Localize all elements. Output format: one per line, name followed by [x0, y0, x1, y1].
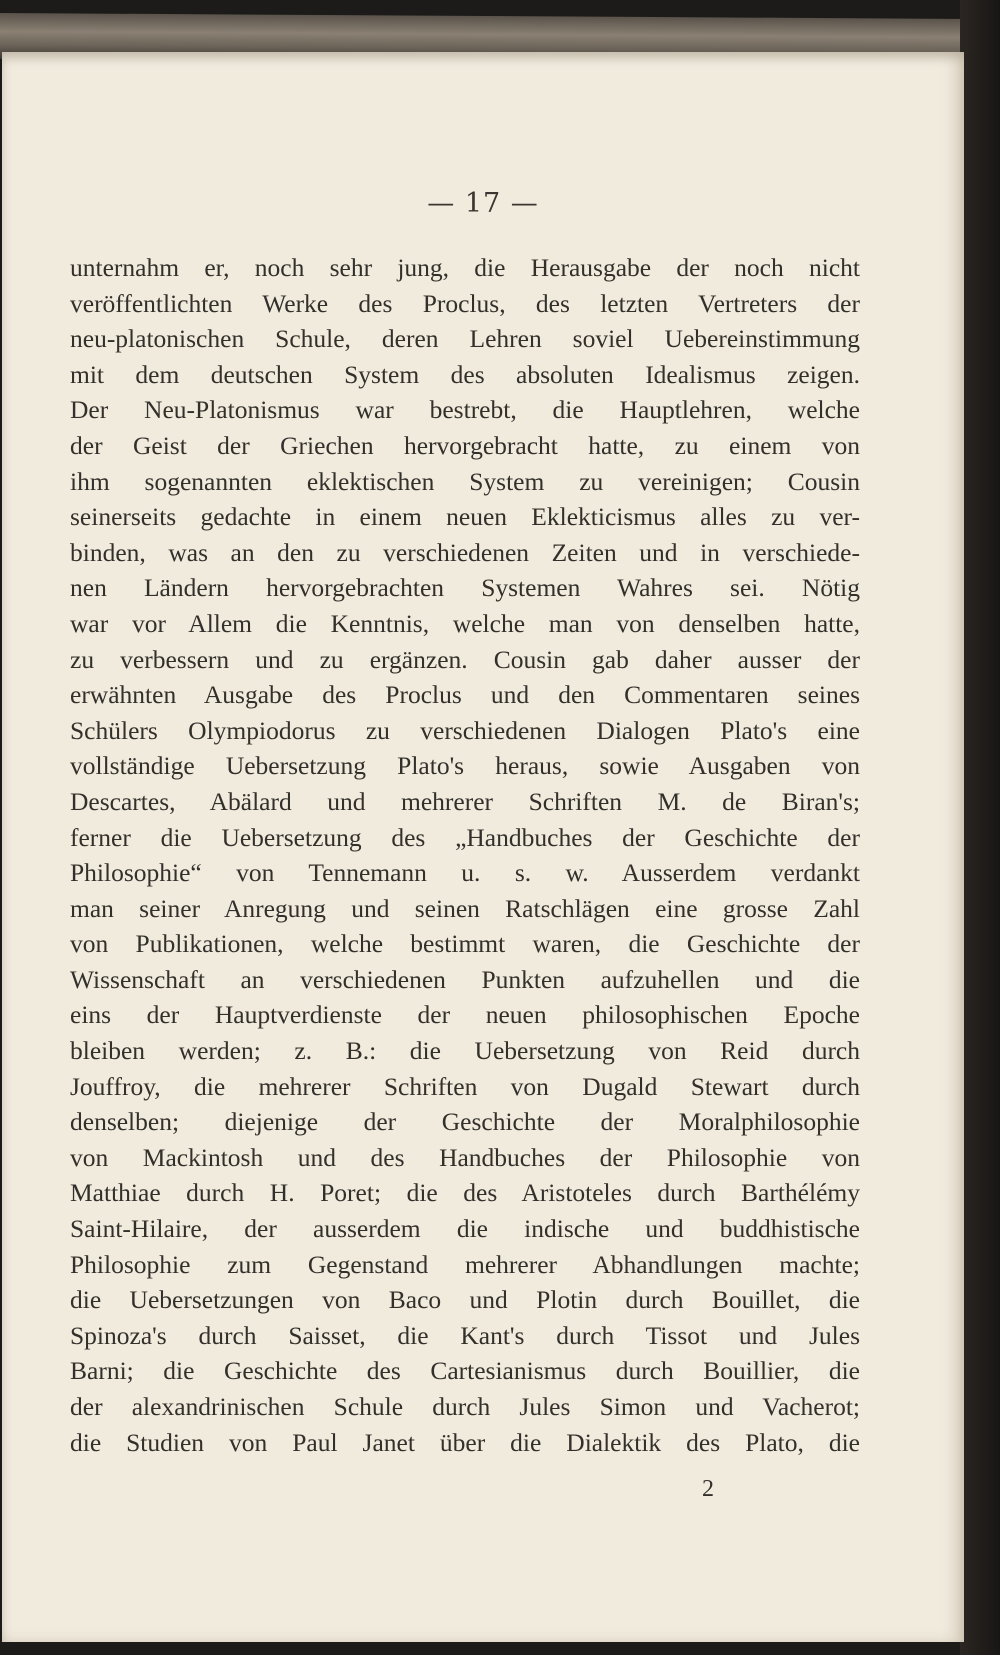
text-line: binden, was an den zu verschiedenen Zeiten und in verschiede- [70, 537, 860, 567]
text-line: denselben; diejenige der Geschichte der Moralphilosophie [70, 1107, 860, 1137]
text-line: Matthiae durch H. Poret; die des Aristoteles durch Barthélémy [70, 1178, 860, 1208]
text-line: eins der Hauptverdienste der neuen philosophischen Epoche [70, 1000, 860, 1030]
body-text [70, 250, 860, 1460]
text-line: man seiner Anregung und seinen Ratschlägen eine grosse Zahl [70, 893, 860, 923]
text-line: Saint-Hilaire, der ausserdem die indische und buddhistische [70, 1214, 860, 1244]
text-line: Spinoza's durch Saisset, die Kant's durch Tissot und Jules [70, 1320, 860, 1350]
text-line: zu verbessern und zu ergänzen. Cousin gab daher ausser der [70, 644, 860, 674]
text-line: vollständige Uebersetzung Plato's heraus, sowie Ausgaben von [70, 751, 860, 781]
text-line: ferner die Uebersetzung des „Handbuches der Geschichte der [70, 822, 860, 852]
text-line: Wissenschaft an verschiedenen Punkten aufzuhellen und die [70, 964, 860, 994]
text-line: Jouffroy, die mehrerer Schriften von Dugald Stewart durch [70, 1071, 860, 1101]
book-spine-shadow [960, 0, 1000, 1655]
text-line: war vor Allem die Kenntnis, welche man von denselben hatte, [70, 608, 860, 638]
signature-mark: 2 [702, 1476, 714, 1502]
text-line: veröffentlichten Werke des Proclus, des letzten Vertreters der [70, 288, 860, 318]
text-line: von Publikationen, welche bestimmt waren, die Geschichte der [70, 929, 860, 959]
text-line: die Uebersetzungen von Baco und Plotin durch Bouillet, die [70, 1285, 860, 1315]
text-line: ihm sogenannten eklektischen System zu vereinigen; Cousin [70, 466, 860, 496]
text-line: Barni; die Geschichte des Cartesianismus durch Bouillier, die [70, 1356, 860, 1386]
text-line: Schülers Olympiodorus zu verschiedenen Dialogen Plato's eine [70, 715, 860, 745]
text-line: Descartes, Abälard und mehrerer Schriften M. de Biran's; [70, 786, 860, 816]
text-line: Philosophie“ von Tennemann u. s. w. Ausserdem verdankt [70, 858, 860, 888]
book-page [2, 52, 964, 1642]
text-line: mit dem deutschen System des absoluten Idealismus zeigen. [70, 359, 860, 389]
text-line: die Studien von Paul Janet über die Dialektik des Plato, die [70, 1427, 860, 1457]
text-line: Philosophie zum Gegenstand mehrerer Abhandlungen machte; [70, 1249, 860, 1279]
text-line: erwähnten Ausgabe des Proclus und den Commentaren seines [70, 680, 860, 710]
page-number: — 17 — [427, 188, 539, 219]
text-line: bleiben werden; z. B.: die Uebersetzung von Reid durch [70, 1036, 860, 1066]
text-line: der alexandrinischen Schule durch Jules Simon und Vacherot; [70, 1392, 860, 1421]
text-line: der Geist der Griechen hervorgebracht hatte, zu einem von [70, 430, 860, 460]
text-line: seinerseits gedachte in einem neuen Eklekticismus alles zu ver- [70, 502, 860, 532]
text-line: nen Ländern hervorgebrachten Systemen Wahres sei. Nötig [70, 573, 860, 603]
text-line: neu-platonischen Schule, deren Lehren soviel Uebereinstimmung [70, 324, 860, 354]
text-line: Der Neu-Platonismus war bestrebt, die Hauptlehren, welche [70, 395, 860, 425]
text-line: von Mackintosh und des Handbuches der Philosophie von [70, 1142, 860, 1172]
text-line: unternahm er, noch sehr jung, die Herausgabe der noch nicht [70, 253, 860, 282]
